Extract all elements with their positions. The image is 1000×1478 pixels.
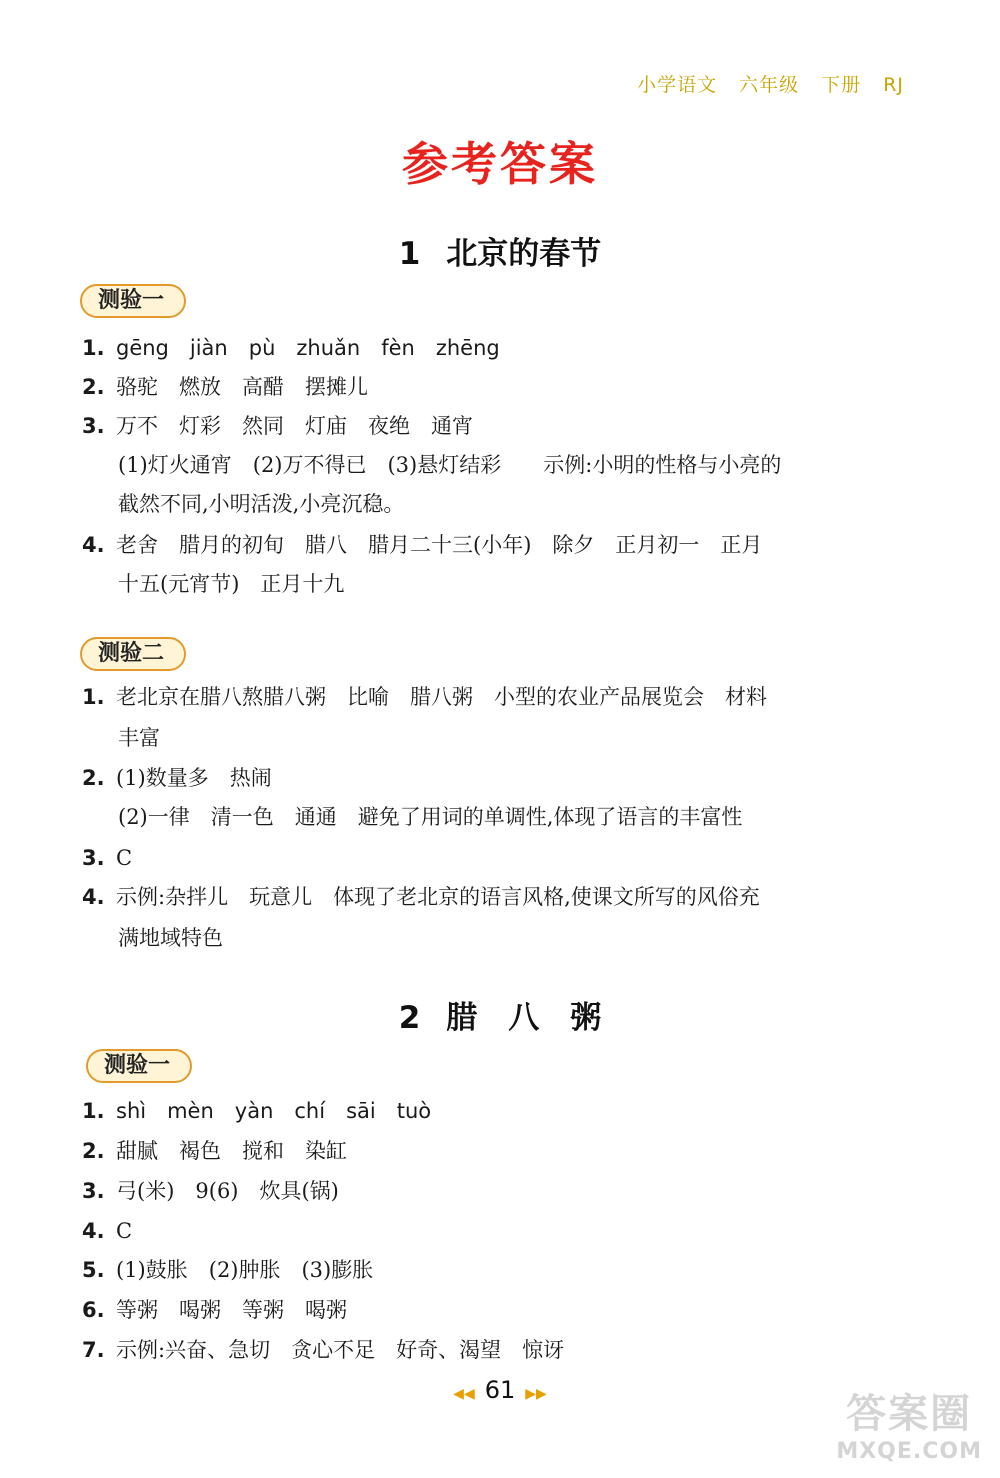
header-subject: 小学语文 bbox=[637, 74, 718, 96]
lesson-number: 1 bbox=[398, 236, 421, 272]
answer-line: (2)一律 清一色 通通 避免了用词的单调性,体现了语言的丰富性 bbox=[118, 805, 743, 829]
quiz-badge-2: 测验二 bbox=[80, 637, 186, 671]
answer-line: 2. 甜腻 褐色 搅和 染缸 bbox=[82, 1139, 347, 1163]
book-header bbox=[637, 70, 904, 97]
header-grade: 六年级 bbox=[739, 74, 800, 96]
watermark-logo bbox=[836, 1382, 982, 1464]
answer-line: 2. (1)数量多 热闹 bbox=[82, 766, 272, 790]
lesson-title-1 bbox=[0, 228, 1000, 273]
answer-line: 4. C bbox=[82, 1219, 133, 1243]
double-right-arrow-icon: ▶▶ bbox=[525, 1386, 547, 1402]
double-left-arrow-icon: ◀◀ bbox=[453, 1386, 475, 1402]
lesson-name: 北京的春节 bbox=[446, 236, 602, 272]
answer-line: 3. C bbox=[82, 846, 133, 870]
answer-line: 5. (1)鼓胀 (2)肿胀 (3)膨胀 bbox=[82, 1258, 374, 1282]
lesson-number: 2 bbox=[398, 1000, 421, 1036]
page-title: 参考答案 bbox=[402, 137, 598, 191]
lesson-title-2 bbox=[0, 992, 1000, 1037]
answer-line: 6. 等粥 喝粥 等粥 喝粥 bbox=[82, 1298, 347, 1322]
answer-line: 3. 万不 灯彩 然同 灯庙 夜绝 通宵 bbox=[82, 414, 473, 438]
answer-line: 7. 示例:兴奋、急切 贪心不足 好奇、渴望 惊讶 bbox=[82, 1338, 565, 1362]
answer-line: (1)灯火通宵 (2)万不得已 (3)悬灯结彩 示例:小明的性格与小亮的 bbox=[118, 453, 782, 477]
header-edition: RJ bbox=[883, 74, 904, 96]
answer-line: 3. 弓(米) 9(6) 炊具(锅) bbox=[82, 1179, 339, 1203]
quiz-badge-1: 测验一 bbox=[80, 284, 186, 318]
answer-line: 1. shì mèn yàn chí sāi tuò bbox=[82, 1099, 432, 1123]
answer-line: 1. 老北京在腊八熬腊八粥 比喻 腊八粥 小型的农业产品展览会 材料 bbox=[82, 685, 767, 709]
answer-line: 十五(元宵节) 正月十九 bbox=[118, 572, 345, 596]
watermark-url: MXQE.COM bbox=[836, 1439, 982, 1464]
answer-line: 4. 老舍 腊月的初旬 腊八 腊月二十三(小年) 除夕 正月初一 正月 bbox=[82, 533, 763, 557]
answer-line: 截然不同,小明活泼,小亮沉稳。 bbox=[118, 492, 405, 516]
watermark-text: 答案圈 bbox=[846, 1391, 973, 1437]
quiz-badge-3: 测验一 bbox=[86, 1049, 192, 1083]
answer-line: 1. gēng jiàn pù zhuǎn fèn zhēng bbox=[82, 336, 500, 360]
answer-line: 丰富 bbox=[118, 726, 160, 750]
lesson-name: 腊 八 粥 bbox=[446, 1000, 602, 1036]
answer-line: 2. 骆驼 燃放 高醋 摆摊儿 bbox=[82, 375, 368, 399]
header-volume: 下册 bbox=[821, 74, 862, 96]
answer-line: 4. 示例:杂拌儿 玩意儿 体现了老北京的语言风格,使课文所写的风俗充 bbox=[82, 885, 760, 909]
page-number: 61 bbox=[484, 1376, 516, 1404]
answer-line: 满地域特色 bbox=[118, 926, 223, 950]
